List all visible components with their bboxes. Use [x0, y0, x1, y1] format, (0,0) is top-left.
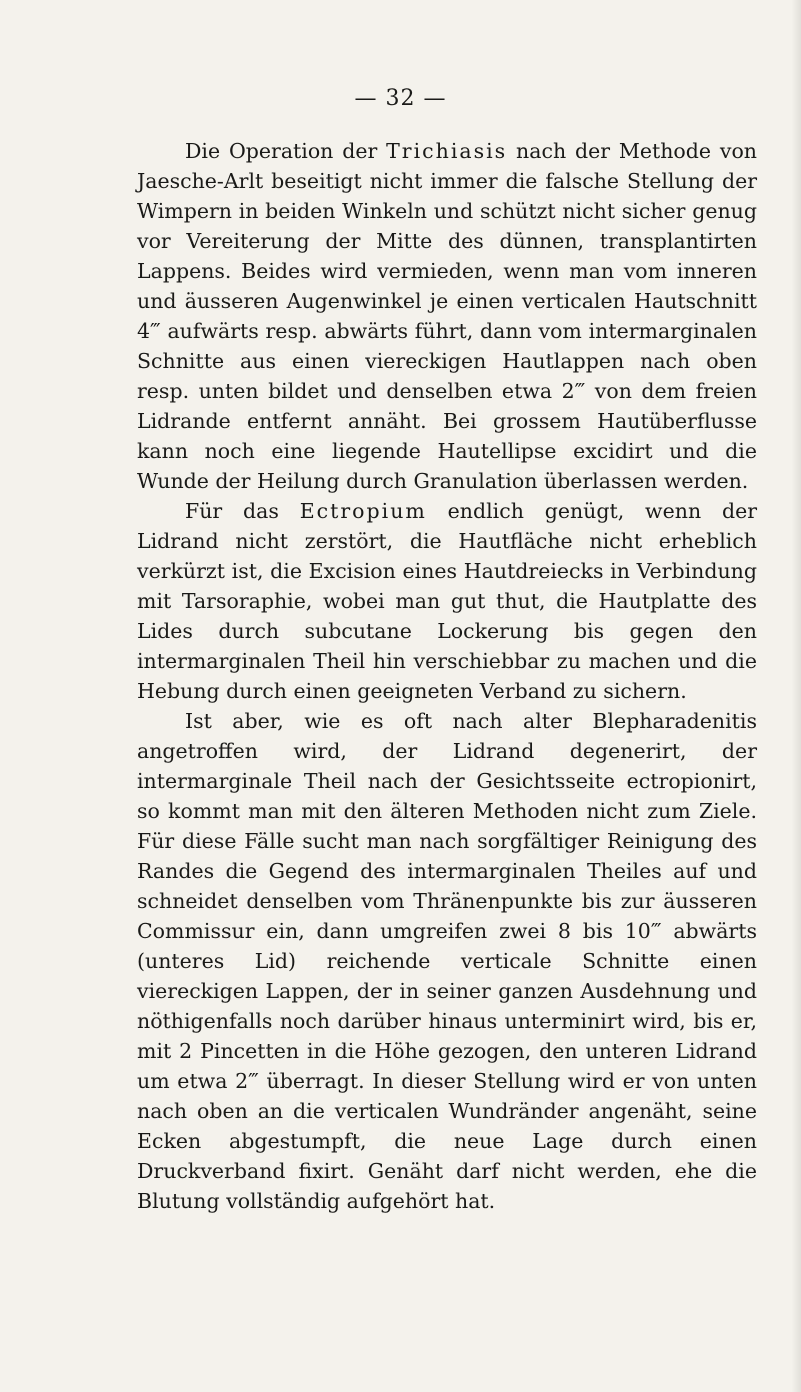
paragraph-ectropium: [137, 496, 757, 706]
paragraph-blepharadenitis: [137, 706, 757, 1216]
page-edge-shadow: [791, 0, 801, 1392]
paragraph-2-body: endlich genügt, wenn der Lidrand nicht zerstört, die Hautfläche nicht erheblich verkürzt ist, die Excision eines Hautdreiecks in Verbindung mit Tarsoraphie, wobei man gut thut, die Hautplatte des Lides durch subcutane Lockerung bis gegen den intermarginalen Theil hin verschiebbar zu machen und die Hebung durch einen geeigneten Verband zu sichern.: [137, 499, 758, 703]
paragraph-2-lead: Für das: [185, 499, 300, 523]
paragraph-3-body: Ist aber, wie es oft nach alter Blepharadenitis angetroffen wird, der Lidrand degenerirt, der intermarginale Theil nach der Gesichtsseite ectropionirt, so kommt man mit den älteren Methoden nicht zum Ziele. Für diese Fälle sucht man nach sorgfältiger Reinigung des Randes die Gegend des intermarginalen Theiles auf und schneidet denselben vom Thränenpunkte bis zur äusseren Commissur ein, dann umgreifen zwei 8 bis 10‴ abwärts (unteres Lid) reichende verticale Schnitte einen viereckigen Lappen, der in seiner ganzen Ausdehnung und nöthigenfalls noch darüber hinaus unterminirt wird, bis er, mit 2 Pincetten in die Höhe gezogen, den unteren Lidrand um etwa 2‴ überragt. In dieser Stellung wird er von unten nach oben an die verticalen Wundränder angenäht, seine Ecken abgestumpft, die neue Lage durch einen Druckverband fixirt. Genäht darf nicht werden, ehe die Blutung vollständig aufgehört hat.: [137, 709, 757, 1213]
paragraph-trichiasis: [137, 136, 757, 496]
paragraph-1-lead: Die Operation der: [185, 139, 387, 163]
page-number: — 32 —: [354, 86, 447, 111]
body-text: [137, 136, 757, 1216]
paragraph-1-body: nach der Methode von Jaesche-Arlt beseitigt nicht immer die falsche Stellung der Wimpern in beiden Winkeln und schützt nicht sicher genug vor Vereiterung der Mitte des dünnen, transplantirten Lappens. Beides wird vermieden, wenn man vom inneren und äusseren Augenwinkel je einen verticalen Hautschnitt 4‴ aufwärts resp. abwärts führt, dann vom intermarginalen Schnitte aus einen viereckigen Hautlappen nach oben resp. unten bildet und denselben etwa 2‴ von dem freien Lidrande entfernt annäht. Bei grossem Hautüberflusse kann noch eine liegende Hautellipse excidirt und die Wunde der Heilung durch Granulation überlassen werden.: [137, 139, 757, 493]
emphasis-trichiasis: Trichiasis: [386, 139, 508, 163]
emphasis-ectropium: Ectropium: [299, 499, 427, 523]
